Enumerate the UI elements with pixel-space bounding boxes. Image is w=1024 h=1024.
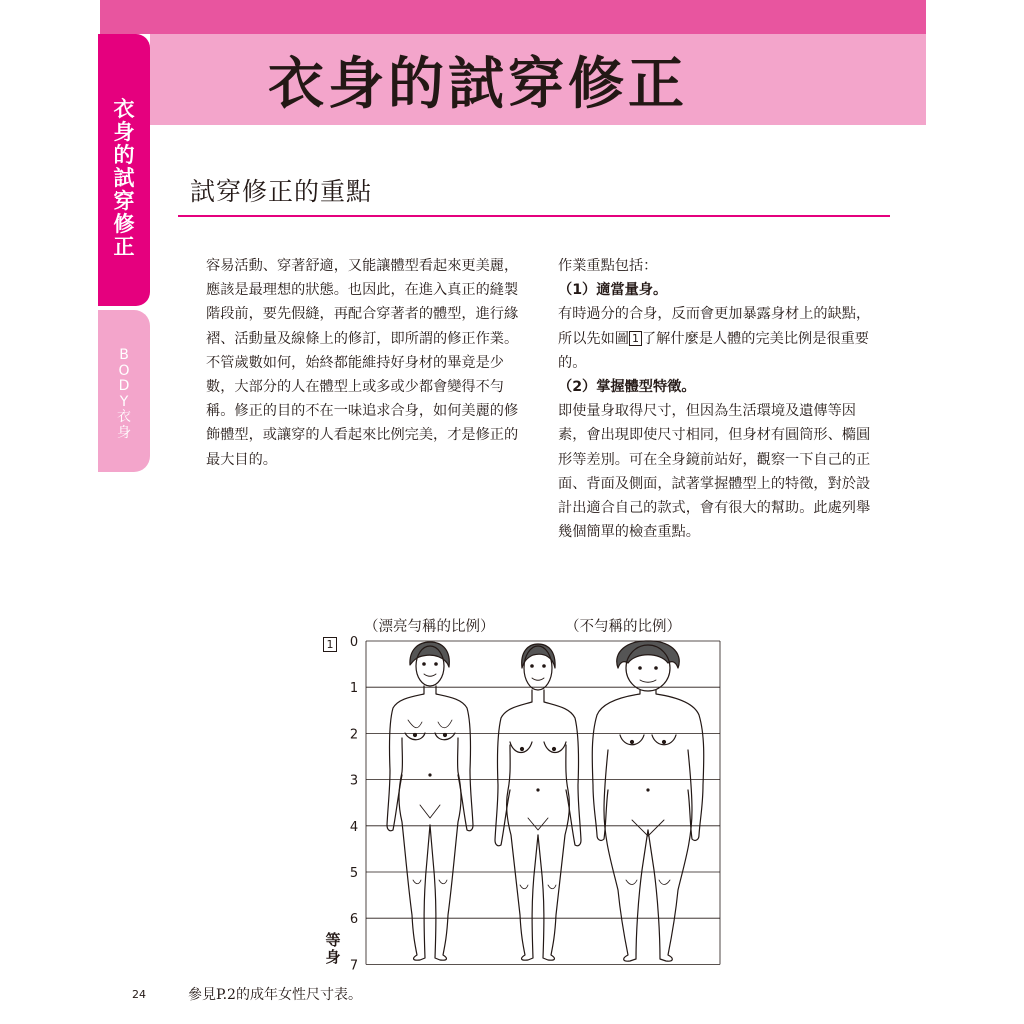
point-1-line: 的。 — [558, 354, 587, 371]
intro-line: 階段前，要先假縫，再配合穿著者的體型，進行緣 — [206, 306, 519, 323]
proportion-grid — [350, 635, 720, 970]
vertical-glyph: B — [119, 347, 129, 363]
header-band — [100, 0, 926, 34]
side-tab-body-label — [98, 348, 150, 441]
vertical-glyph: O — [118, 362, 130, 379]
points-lead: 作業重點包括： — [558, 258, 658, 274]
intro-line: 應該是最理想的狀態。也因此，在進入真正的縫製 — [206, 282, 519, 299]
intro-line: 容易活動、穿著舒適，又能讓體型看起來更美麗， — [206, 258, 519, 274]
section-heading: 試穿修正的重點 — [190, 177, 373, 206]
intro-paragraph — [206, 254, 538, 472]
vertical-glyph: D — [118, 378, 130, 394]
figure-label-balanced: （漂亮勻稱的比例） — [364, 619, 495, 635]
vertical-glyph: 身 — [325, 948, 341, 966]
vertical-glyph: 衣 — [117, 409, 131, 425]
point-1-text: 了解什麼是人體的完美比例是很重要 — [641, 330, 869, 347]
side-tab-body[interactable] — [98, 310, 150, 472]
key-points — [558, 254, 886, 544]
point-2-line: 素，會出現即使尺寸相同，但身材有圓筒形、橢圓 — [558, 427, 871, 444]
intro-line: 稱。修正的目的不在一味追求合身，如何美麗的修 — [206, 403, 519, 420]
point-2-title: （2）掌握體型特徵。 — [558, 379, 696, 396]
point-2-line: 面、背面及側面，試著掌握體型上的特徵，對於設 — [558, 475, 871, 492]
point-2-line: 形等差別。可在全身鏡前站好，觀察一下自己的正 — [558, 451, 871, 468]
intro-line: 數，大部分的人在體型上或多或少都會變得不勻 — [206, 379, 504, 396]
intro-line: 褶、活動量及線條上的修訂，即所謂的修正作業。 — [206, 330, 519, 347]
scale-tick-label: 1 — [349, 681, 359, 697]
vertical-glyph: 身 — [117, 424, 131, 441]
scale-tick-label: 4 — [349, 819, 359, 835]
figure-label-unbalanced: （不勻稱的比例） — [565, 619, 681, 635]
vertical-glyph: 衣 — [113, 97, 135, 121]
point-1-line — [558, 327, 886, 351]
vertical-glyph: 身 — [113, 120, 135, 144]
vertical-glyph: 正 — [113, 235, 135, 259]
vertical-glyph: 等 — [325, 931, 341, 949]
point-1-text: 所以先如圖 — [558, 330, 629, 347]
figure-number-badge: 1 — [323, 637, 337, 652]
balanced-figure-illustration — [387, 642, 473, 960]
figure-ref-badge: 1 — [629, 331, 642, 346]
scale-tick-label: 5 — [349, 866, 359, 881]
side-tab-chapter[interactable] — [98, 34, 150, 306]
body-proportion-figure — [330, 620, 730, 970]
vertical-glyph: Y — [119, 393, 129, 410]
vertical-glyph: 試 — [113, 166, 135, 190]
vertical-glyph: 的 — [113, 143, 135, 167]
scale-tick-label: 2 — [349, 727, 359, 743]
scale-tick-label: 3 — [349, 773, 359, 789]
vertical-glyph: 修 — [113, 212, 135, 236]
scale-tick-label: 6 — [349, 912, 359, 928]
heavy-figure-illustration — [592, 641, 704, 961]
page-title: 衣身的試穿修正 — [268, 51, 688, 117]
side-tab-chapter-label — [98, 98, 150, 259]
scale-tick-label: 7 — [349, 958, 359, 970]
point-2-line: 即使量身取得尺寸，但因為生活環境及遺傳等因 — [558, 403, 856, 420]
heading-rule — [178, 215, 890, 217]
footnote: 參見P.2的成年女性尺寸表。 — [188, 987, 362, 1003]
long-torso-figure-illustration — [495, 644, 581, 960]
intro-line: 飾體型，或讓穿的人看起來比例完美，才是修正的 — [206, 427, 519, 444]
scale-tick-label: 0 — [349, 635, 359, 650]
point-1-title: （1）適當量身。 — [558, 282, 668, 299]
intro-line: 不管歲數如何，始終都能維持好身材的畢竟是少 — [206, 354, 504, 371]
point-2-line: 計出適合自己的款式，會有很大的幫助。此處列舉 — [558, 500, 871, 517]
intro-line: 最大目的。 — [206, 451, 277, 468]
vertical-glyph: 穿 — [113, 189, 135, 213]
page-number: 24 — [132, 988, 146, 1001]
point-1-line: 有時過分的合身，反而會更加暴露身材上的缺點， — [558, 306, 871, 323]
point-2-line: 幾個簡單的檢查重點。 — [558, 524, 700, 541]
